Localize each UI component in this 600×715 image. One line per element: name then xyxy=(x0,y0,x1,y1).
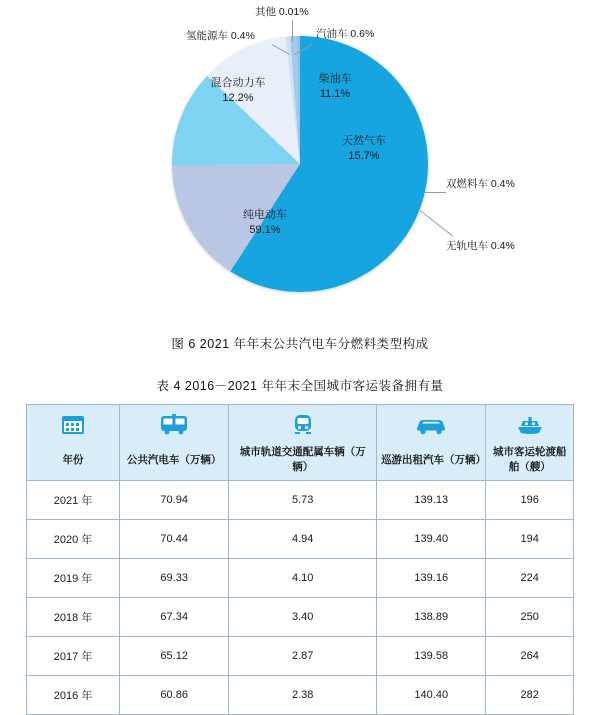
cell-year: 2019 年 xyxy=(27,559,120,598)
callout-gasoline: 汽油车 0.6% xyxy=(316,28,375,40)
cell-taxi: 139.58 xyxy=(377,637,486,676)
cell-rail: 3.40 xyxy=(229,598,377,637)
table-row xyxy=(27,481,574,520)
cell-year: 2018 年 xyxy=(27,598,120,637)
callout-dualfuel: 双燃料车 0.4% xyxy=(446,178,515,190)
callout-hydrogen: 氢能源车 0.4% xyxy=(186,30,255,42)
cell-taxi: 139.16 xyxy=(377,559,486,598)
cell-bus: 65.12 xyxy=(119,637,228,676)
cell-bus: 69.33 xyxy=(119,559,228,598)
cell-ferry: 264 xyxy=(486,637,574,676)
cell-year: 2020 年 xyxy=(27,520,120,559)
pie-chart-figure xyxy=(0,0,600,330)
cell-rail: 2.38 xyxy=(229,676,377,715)
cell-year: 2017 年 xyxy=(27,637,120,676)
cell-bus: 70.44 xyxy=(119,520,228,559)
calendar-icon-cell xyxy=(27,405,120,445)
table-row xyxy=(27,676,574,715)
cell-ferry: 196 xyxy=(486,481,574,520)
cell-rail: 4.10 xyxy=(229,559,377,598)
cell-bus: 67.34 xyxy=(119,598,228,637)
cell-ferry: 194 xyxy=(486,520,574,559)
cell-year: 2021 年 xyxy=(27,481,120,520)
table-caption: 表 4 2016－2021 年年末全国城市客运装备拥有量 xyxy=(156,379,444,393)
train-icon xyxy=(290,414,316,436)
cell-bus: 60.86 xyxy=(119,676,228,715)
cell-rail: 4.94 xyxy=(229,520,377,559)
pie-label-hybrid: 混合动力车 12.2% xyxy=(210,77,266,104)
header-taxi: 巡游出租汽车（万辆） xyxy=(377,444,486,481)
car-icon xyxy=(414,414,448,436)
cell-taxi: 139.40 xyxy=(377,520,486,559)
cell-bus: 70.94 xyxy=(119,481,228,520)
ferry-icon xyxy=(514,414,546,436)
callout-other: 其他 0.01% xyxy=(255,6,309,18)
cell-ferry: 282 xyxy=(486,676,574,715)
cell-rail: 2.87 xyxy=(229,637,377,676)
bus-icon xyxy=(158,414,190,436)
pie-label-ev: 纯电动车 59.1% xyxy=(243,209,287,236)
pie-label-diesel: 柴油车 11.1% xyxy=(318,73,352,100)
header-year: 年份 xyxy=(27,444,120,481)
ferry-icon-cell xyxy=(486,405,574,445)
table-header-row xyxy=(27,444,574,481)
cell-taxi: 140.40 xyxy=(377,676,486,715)
urban-transport-equipment-table xyxy=(26,404,574,715)
calendar-icon xyxy=(60,414,86,436)
cell-taxi: 138.89 xyxy=(377,598,486,637)
leader-line-dualfuel xyxy=(424,192,446,193)
data-table-wrapper xyxy=(26,404,574,715)
cell-taxi: 139.13 xyxy=(377,481,486,520)
table-row xyxy=(27,637,574,676)
table-row xyxy=(27,520,574,559)
table-icon-row xyxy=(27,405,574,445)
cell-ferry: 224 xyxy=(486,559,574,598)
bus-icon-cell xyxy=(119,405,228,445)
cell-ferry: 250 xyxy=(486,598,574,637)
header-bus: 公共汽电车（万辆） xyxy=(119,444,228,481)
callout-trolley: 无轨电车 0.4% xyxy=(446,240,515,252)
cell-rail: 5.73 xyxy=(229,481,377,520)
header-ferry: 城市客运轮渡船舶（艘） xyxy=(486,444,574,481)
table-row xyxy=(27,598,574,637)
train-icon-cell xyxy=(229,405,377,445)
pie-label-ng: 天然气车 15.7% xyxy=(342,135,386,162)
cell-year: 2016 年 xyxy=(27,676,120,715)
pie-chart xyxy=(172,36,428,292)
leader-line-other xyxy=(292,20,293,42)
figure-caption: 图 6 2021 年年末公共汽电车分燃料类型构成 xyxy=(171,337,429,351)
table-row xyxy=(27,559,574,598)
car-icon-cell xyxy=(377,405,486,445)
header-rail: 城市轨道交通配属车辆（万辆） xyxy=(229,444,377,481)
